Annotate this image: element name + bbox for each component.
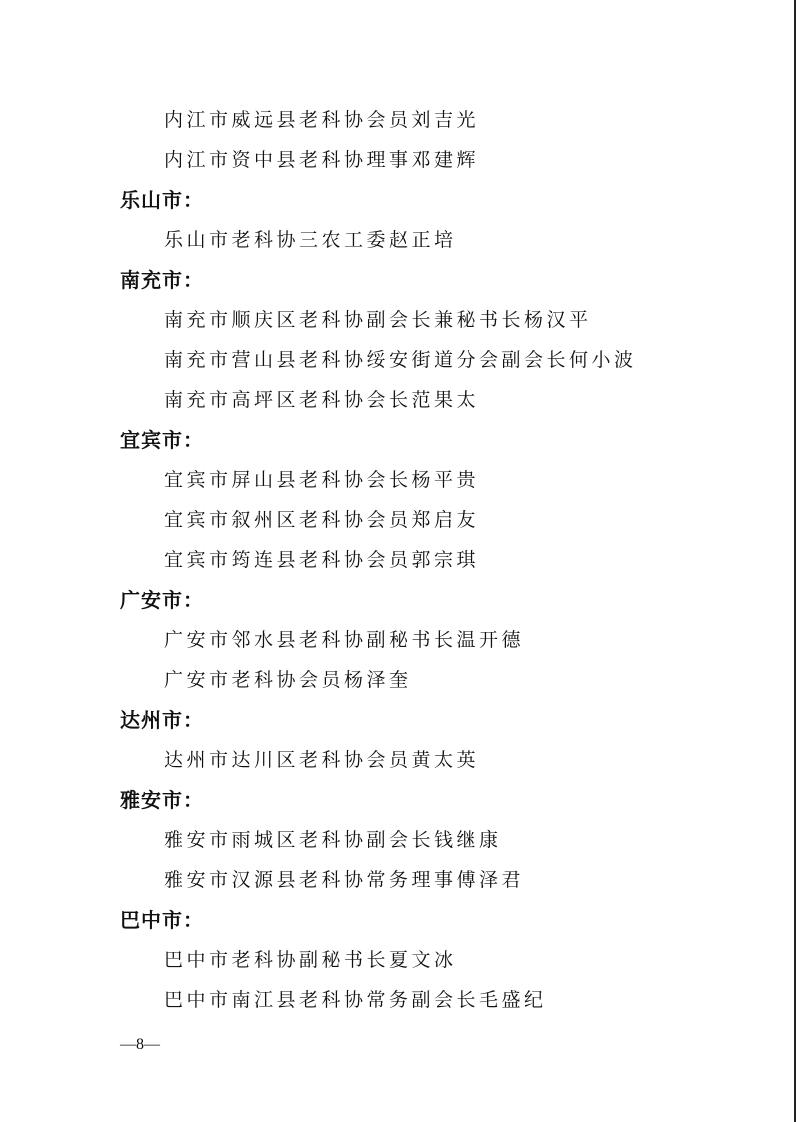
city-heading-guangan: 广安市：: [120, 588, 204, 612]
member-entry: 巴中市老科协副秘书长夏文冰: [164, 949, 457, 971]
member-entry: 南充市高坪区老科协会长范果太: [164, 389, 480, 411]
member-entry: 雅安市汉源县老科协常务理事傅泽君: [164, 869, 525, 891]
member-entry: 乐山市老科协三农工委赵正培: [164, 229, 457, 251]
city-heading-nanchong: 南充市：: [120, 268, 204, 292]
member-entry: 宜宾市屏山县老科协会长杨平贵: [164, 469, 480, 491]
member-entry: 广安市邻水县老科协副秘书长温开德: [164, 629, 525, 651]
member-entry: 巴中市南江县老科协常务副会长毛盛纪: [164, 989, 547, 1011]
city-heading-leshan: 乐山市：: [120, 188, 204, 212]
member-entry: 南充市营山县老科协绥安街道分会副会长何小波: [164, 349, 637, 371]
city-heading-yaan: 雅安市：: [120, 788, 204, 812]
page-number: —8—: [120, 1036, 160, 1053]
member-entry: 雅安市雨城区老科协副会长钱继康: [164, 829, 502, 851]
member-entry: 南充市顺庆区老科协副会长兼秘书长杨汉平: [164, 309, 592, 331]
city-heading-bazhong: 巴中市：: [120, 908, 204, 932]
city-heading-dazhou: 达州市：: [120, 708, 204, 732]
member-entry: 宜宾市筠连县老科协会员郭宗琪: [164, 549, 480, 571]
city-heading-yibin: 宜宾市：: [120, 428, 204, 452]
member-entry: 内江市资中县老科协理事邓建辉: [164, 149, 480, 171]
member-list: [120, 100, 760, 1020]
member-entry: 宜宾市叙州区老科协会员郑启友: [164, 509, 480, 531]
member-entry: 广安市老科协会员杨泽奎: [164, 669, 412, 691]
member-entry: 内江市威远县老科协会员刘吉光: [164, 109, 480, 131]
member-entry: 达州市达川区老科协会员黄太英: [164, 749, 480, 771]
